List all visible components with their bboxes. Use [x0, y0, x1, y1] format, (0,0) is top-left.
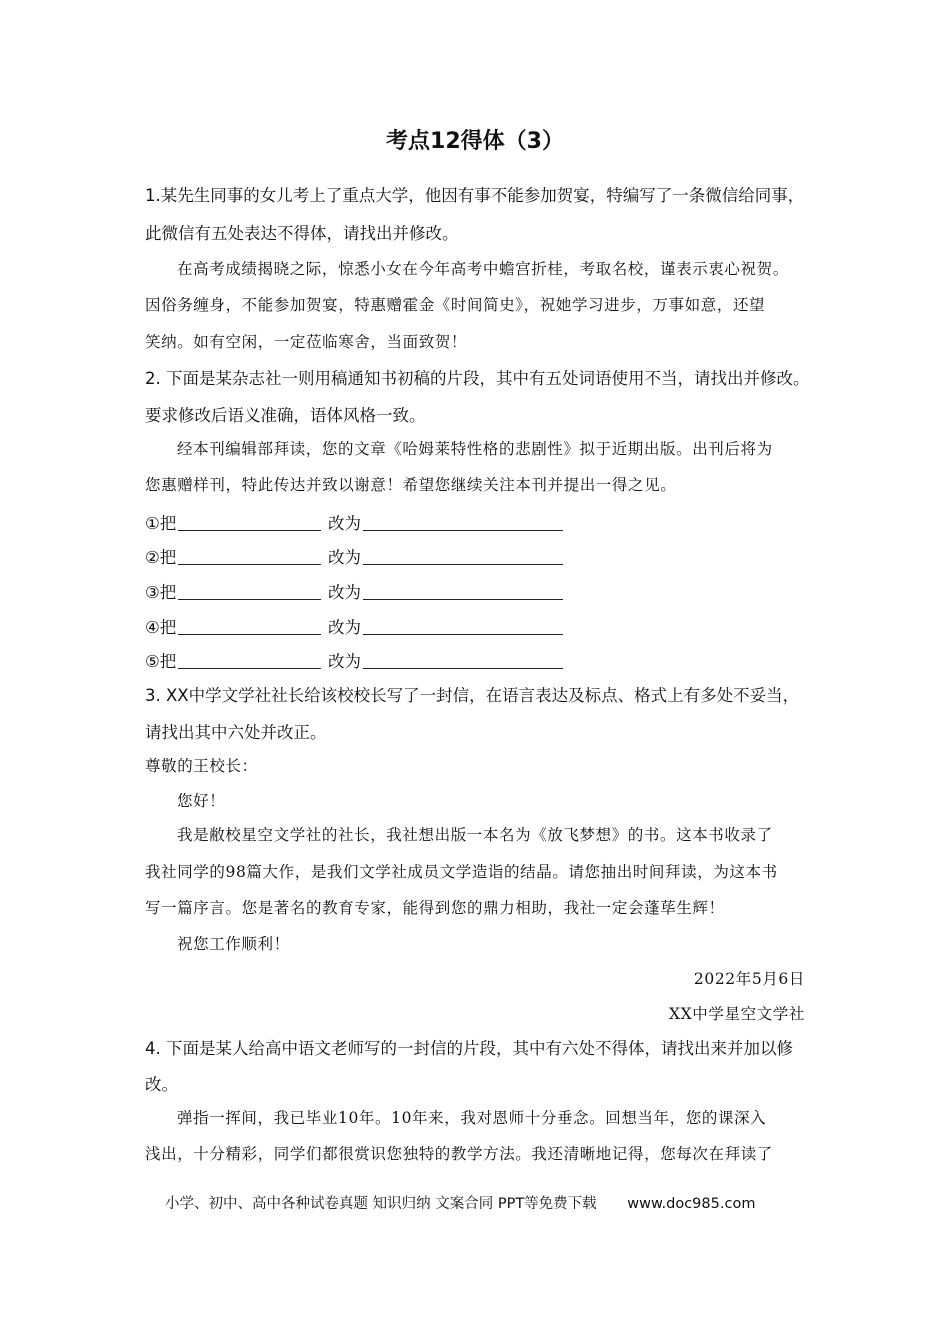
q2-change-label: 改为 [328, 618, 361, 637]
q2-change-label: 改为 [328, 514, 361, 533]
q2-blank-original[interactable] [178, 668, 321, 669]
page-footer [165, 1192, 755, 1213]
q2-blank-label: ②把 [145, 548, 177, 567]
page-title: 考点12得体（3） [386, 129, 564, 154]
q3-letter-date: 2022年5月6日 [693, 970, 805, 988]
q3-letter-closing: 祝您工作顺利！ [177, 935, 290, 953]
q4-stem-line-1: 4. 下面是某人给高中语文老师写的一封信的片段，其中有六处不得体，请找出来并加以修 [145, 1039, 793, 1058]
q2-passage-line-2: 您惠赠样刊，特此传达并致以谢意！希望您继续关注本刊并提出一得之见。 [145, 476, 677, 494]
q2-blank-original[interactable] [178, 599, 321, 600]
q2-blank-label: ③把 [145, 583, 177, 602]
q2-blank-original[interactable] [178, 530, 321, 531]
q2-change-label: 改为 [328, 583, 361, 602]
q2-blank-replacement[interactable] [363, 564, 563, 565]
q4-passage-line-2: 浅出，十分精彩，同学们都很赏识您独特的教学方法。我还清晰地记得，您每次在拜读了 [145, 1145, 773, 1163]
q2-passage-line-1: 经本刊编辑部拜读，您的文章《哈姆莱特性格的悲剧性》拟于近期出版。出刊后将为 [177, 440, 773, 458]
q4-passage-line-1: 弹指一挥间，我已毕业10年。10年来，我对恩师十分垂念。回想当年，您的课深入 [177, 1109, 767, 1127]
q1-stem-line-1: 1.某先生同事的女儿考上了重点大学，他因有事不能参加贺宴，特编写了一条微信给同事， [145, 186, 805, 205]
q2-blank-replacement[interactable] [363, 634, 563, 635]
q2-change-label: 改为 [328, 652, 361, 671]
q4-stem-line-2: 改。 [145, 1075, 178, 1094]
q3-letter-body-line-1: 我是敝校星空文学社的社长，我社想出版一本名为《放飞梦想》的书。这本书收录了 [177, 826, 773, 844]
q2-blank-label: ①把 [145, 514, 177, 533]
q3-stem-line-2: 请找出其中六处并改正。 [145, 723, 327, 742]
q2-blank-label: ⑤把 [145, 652, 177, 671]
q2-blank-replacement[interactable] [363, 668, 563, 669]
q1-passage-line-1: 在高考成绩揭晓之际，惊悉小女在今年高考中蟾宫折桂，考取名校，谨表示衷心祝贺。 [177, 260, 789, 278]
q2-stem-line-1: 2. 下面是某杂志社一则用稿通知书初稿的片段，其中有五处词语使用不当，请找出并修改。 [145, 369, 810, 388]
q3-stem-line-1: 3. XX中学文学社社长给该校校长写了一封信，在语言表达及标点、格式上有多处不妥当， [145, 686, 800, 705]
q2-blank-replacement[interactable] [363, 599, 563, 600]
q3-letter-body-line-3: 写一篇序言。您是著名的教育专家，能得到您的鼎力相助，我社一定会蓬荜生辉！ [145, 899, 725, 917]
q3-letter-salutation: 尊敬的王校长： [145, 757, 258, 775]
q2-blank-original[interactable] [178, 634, 321, 635]
footer-url-link[interactable]: www.doc985.com [627, 1196, 756, 1212]
q1-passage-line-3: 笑纳。如有空闲，一定莅临寒舍，当面致贺！ [145, 333, 468, 351]
q3-letter-signature: XX中学星空文学社 [669, 1005, 805, 1023]
q1-passage-line-2: 因俗务缠身，不能参加贺宴，特惠赠霍金《时间简史》，祝她学习进步，万事如意，还望 [145, 296, 766, 314]
q2-blank-replacement[interactable] [363, 530, 563, 531]
q1-stem-line-2: 此微信有五处表达不得体，请找出并修改。 [145, 224, 459, 243]
q2-stem-line-2: 要求修改后语义准确，语体风格一致。 [145, 406, 426, 425]
footer-text: 小学、初中、高中各种试卷真题 知识归纳 文案合同 PPT等免费下载 [165, 1196, 597, 1212]
q3-letter-body-line-2: 我社同学的98篇大作，是我们文学社成员文学造诣的结晶。请您抽出时间拜读，为这本书 [145, 863, 778, 881]
q3-letter-greeting: 您好！ [177, 792, 226, 810]
q2-blank-original[interactable] [178, 564, 321, 565]
q2-change-label: 改为 [328, 548, 361, 567]
q2-blank-label: ④把 [145, 618, 177, 637]
